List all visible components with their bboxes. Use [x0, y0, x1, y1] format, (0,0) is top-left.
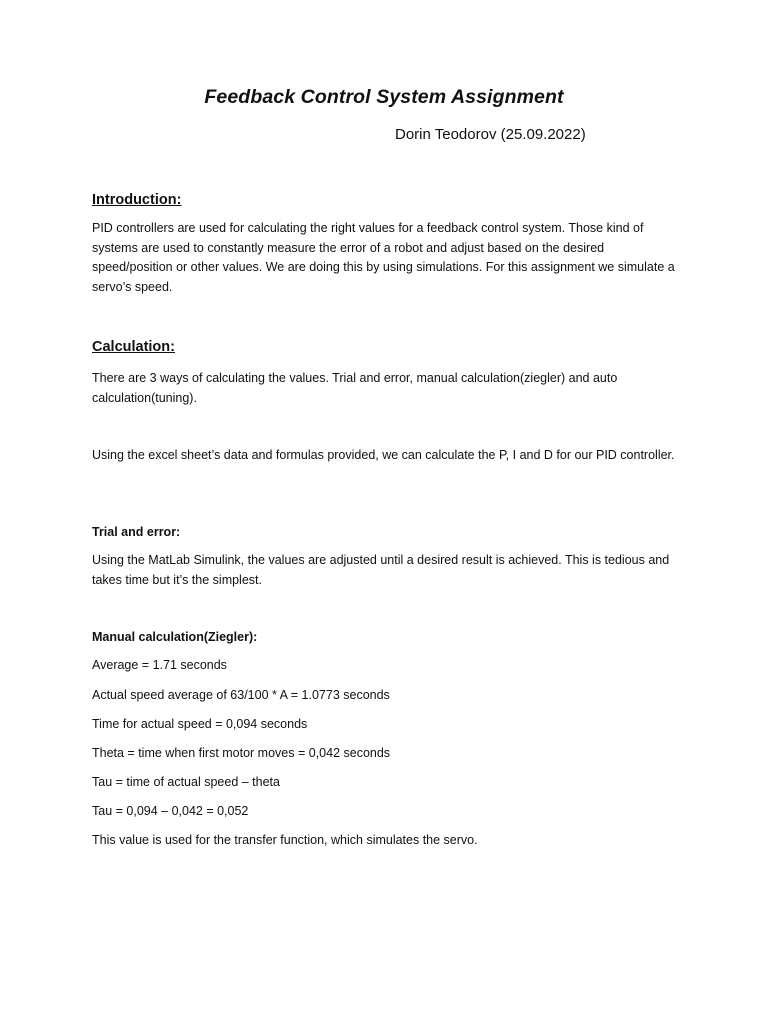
calculation-heading: Calculation:	[92, 339, 175, 355]
manual-line-actual-speed-average: Actual speed average of 63/100 * A = 1.0773 seconds	[92, 688, 390, 702]
trial-error-heading: Trial and error:	[92, 525, 181, 539]
manual-calculation-heading: Manual calculation(Ziegler):	[92, 630, 258, 644]
trial-error-paragraph: Using the MatLab Simulink, the values are adjusted until a desired result is achieved. This is tedious and takes time but it’s the simplest.	[92, 553, 670, 587]
author-line	[395, 126, 586, 143]
introduction-paragraph: PID controllers are used for calculating the right values for a feedback control system. Those kind of systems are used to constantly measure the error of a robot and adjust based on the desired speed/position or other values. We are doing this by using simulations. For this assignment we simulate a servo’s speed.	[92, 221, 675, 294]
author-name: Dorin Teodorov	[395, 126, 497, 143]
calculation-paragraph-methods: There are 3 ways of calculating the values. Trial and error, manual calculation(ziegler) and auto calculation(tuning).	[92, 371, 618, 405]
manual-line-tau-value: Tau = 0,094 – 0,042 = 0,052	[92, 804, 249, 818]
author-date: (25.09.2022)	[500, 126, 586, 143]
manual-line-time-actual-speed: Time for actual speed = 0,094 seconds	[92, 717, 308, 731]
manual-line-transfer-function: This value is used for the transfer function, which simulates the servo.	[92, 833, 478, 847]
manual-line-average: Average = 1.71 seconds	[92, 658, 227, 672]
introduction-heading: Introduction:	[92, 192, 182, 208]
manual-line-tau-definition: Tau = time of actual speed – theta	[92, 775, 280, 789]
calculation-paragraph-excel: Using the excel sheet’s data and formulas provided, we can calculate the P, I and D for our PID controller.	[92, 448, 675, 462]
document-title: Feedback Control System Assignment	[204, 86, 564, 108]
manual-line-theta: Theta = time when first motor moves = 0,042 seconds	[92, 746, 391, 760]
